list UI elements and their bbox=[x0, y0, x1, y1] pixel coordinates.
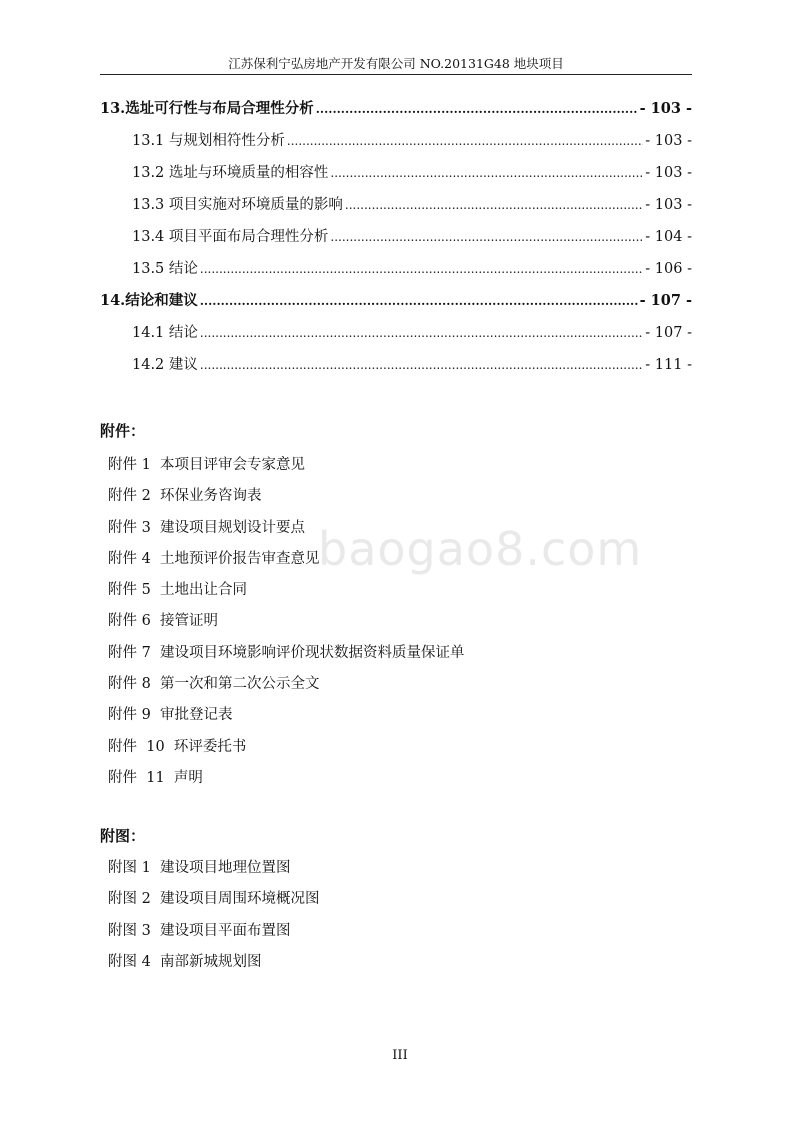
toc-entry-page: - 103 - bbox=[645, 165, 692, 181]
toc-entry-page: - 111 - bbox=[645, 357, 692, 373]
page-header: 江苏保利宁弘房地产开发有限公司 NO.20131G48 地块项目 bbox=[100, 56, 692, 75]
toc-entry-page: - 107 - bbox=[645, 325, 692, 341]
toc-entry[interactable] bbox=[100, 93, 692, 125]
toc-entry-page: - 107 - bbox=[639, 292, 692, 309]
watermark: baogao8.com bbox=[318, 522, 643, 576]
toc-entry-page: - 103 - bbox=[645, 133, 692, 149]
list-item: 附件 11 声明 bbox=[108, 769, 203, 786]
list-item: 附图 2 建设项目周围环境概况图 bbox=[108, 891, 320, 908]
toc-entry[interactable] bbox=[100, 157, 692, 189]
list-item: 附件 10 环评委托书 bbox=[108, 738, 247, 755]
page-number: III bbox=[392, 1048, 408, 1063]
toc-entry[interactable] bbox=[100, 189, 692, 221]
toc-entry-title: 13.1 与规划相符性分析 bbox=[132, 133, 285, 149]
list-item: 附件 6 接管证明 bbox=[108, 613, 219, 630]
toc-entry-title: 14.2 建议 bbox=[132, 357, 198, 373]
list-item: 附图 1 建设项目地理位置图 bbox=[108, 860, 291, 876]
toc-entry-title: 13.4 项目平面布局合理性分析 bbox=[132, 229, 329, 245]
list-item: 附件 2 环保业务咨询表 bbox=[108, 488, 262, 505]
list-item: 附图 3 建设项目平面布置图 bbox=[108, 922, 291, 939]
toc-entry-title: 14.结论和建议 bbox=[100, 292, 198, 309]
toc-entry[interactable] bbox=[100, 285, 692, 317]
toc-entry-page: - 103 - bbox=[639, 100, 692, 117]
toc-entry-page: - 106 - bbox=[645, 261, 692, 277]
list-item: 附件 5 土地出让合同 bbox=[108, 582, 248, 599]
list-item: 附件 7 建设项目环境影响评价现状数据资料质量保证单 bbox=[108, 644, 465, 661]
toc-leader bbox=[345, 189, 643, 221]
toc-entry-page: - 103 - bbox=[645, 197, 692, 213]
toc-entry[interactable] bbox=[100, 221, 692, 253]
table-of-contents bbox=[100, 93, 692, 381]
list-item: 附图 4 南部新城规划图 bbox=[108, 953, 262, 970]
attachments-heading: 附件： bbox=[100, 422, 146, 440]
figures-heading: 附图： bbox=[100, 827, 146, 845]
toc-entry[interactable] bbox=[100, 317, 692, 349]
toc-entry-title: 14.1 结论 bbox=[132, 325, 198, 341]
toc-leader bbox=[330, 221, 643, 253]
toc-leader bbox=[287, 125, 643, 157]
list-item: 附件 3 建设项目规划设计要点 bbox=[108, 519, 306, 536]
list-item: 附件 8 第一次和第二次公示全文 bbox=[108, 676, 320, 693]
toc-leader bbox=[200, 317, 643, 349]
toc-leader bbox=[200, 285, 638, 317]
toc-leader bbox=[200, 349, 643, 381]
toc-entry[interactable] bbox=[100, 349, 692, 381]
toc-leader bbox=[200, 253, 643, 285]
toc-entry-title: 13.2 选址与环境质量的相容性 bbox=[132, 165, 329, 181]
attachments-list bbox=[108, 450, 465, 794]
list-item: 附件 1 本项目评审会专家意见 bbox=[108, 457, 306, 473]
figures-list bbox=[108, 853, 320, 978]
toc-entry-title: 13.3 项目实施对环境质量的影响 bbox=[132, 197, 343, 213]
toc-entry[interactable] bbox=[100, 125, 692, 157]
list-item: 附件 4 土地预评价报告审查意见 bbox=[108, 550, 320, 567]
toc-leader bbox=[316, 93, 638, 125]
toc-leader bbox=[330, 157, 643, 189]
toc-entry-title: 13.选址可行性与布局合理性分析 bbox=[100, 100, 314, 117]
list-item: 附件 9 审批登记表 bbox=[108, 707, 233, 724]
toc-entry-page: - 104 - bbox=[645, 229, 692, 245]
toc-entry-title: 13.5 结论 bbox=[132, 261, 198, 277]
toc-entry[interactable] bbox=[100, 253, 692, 285]
